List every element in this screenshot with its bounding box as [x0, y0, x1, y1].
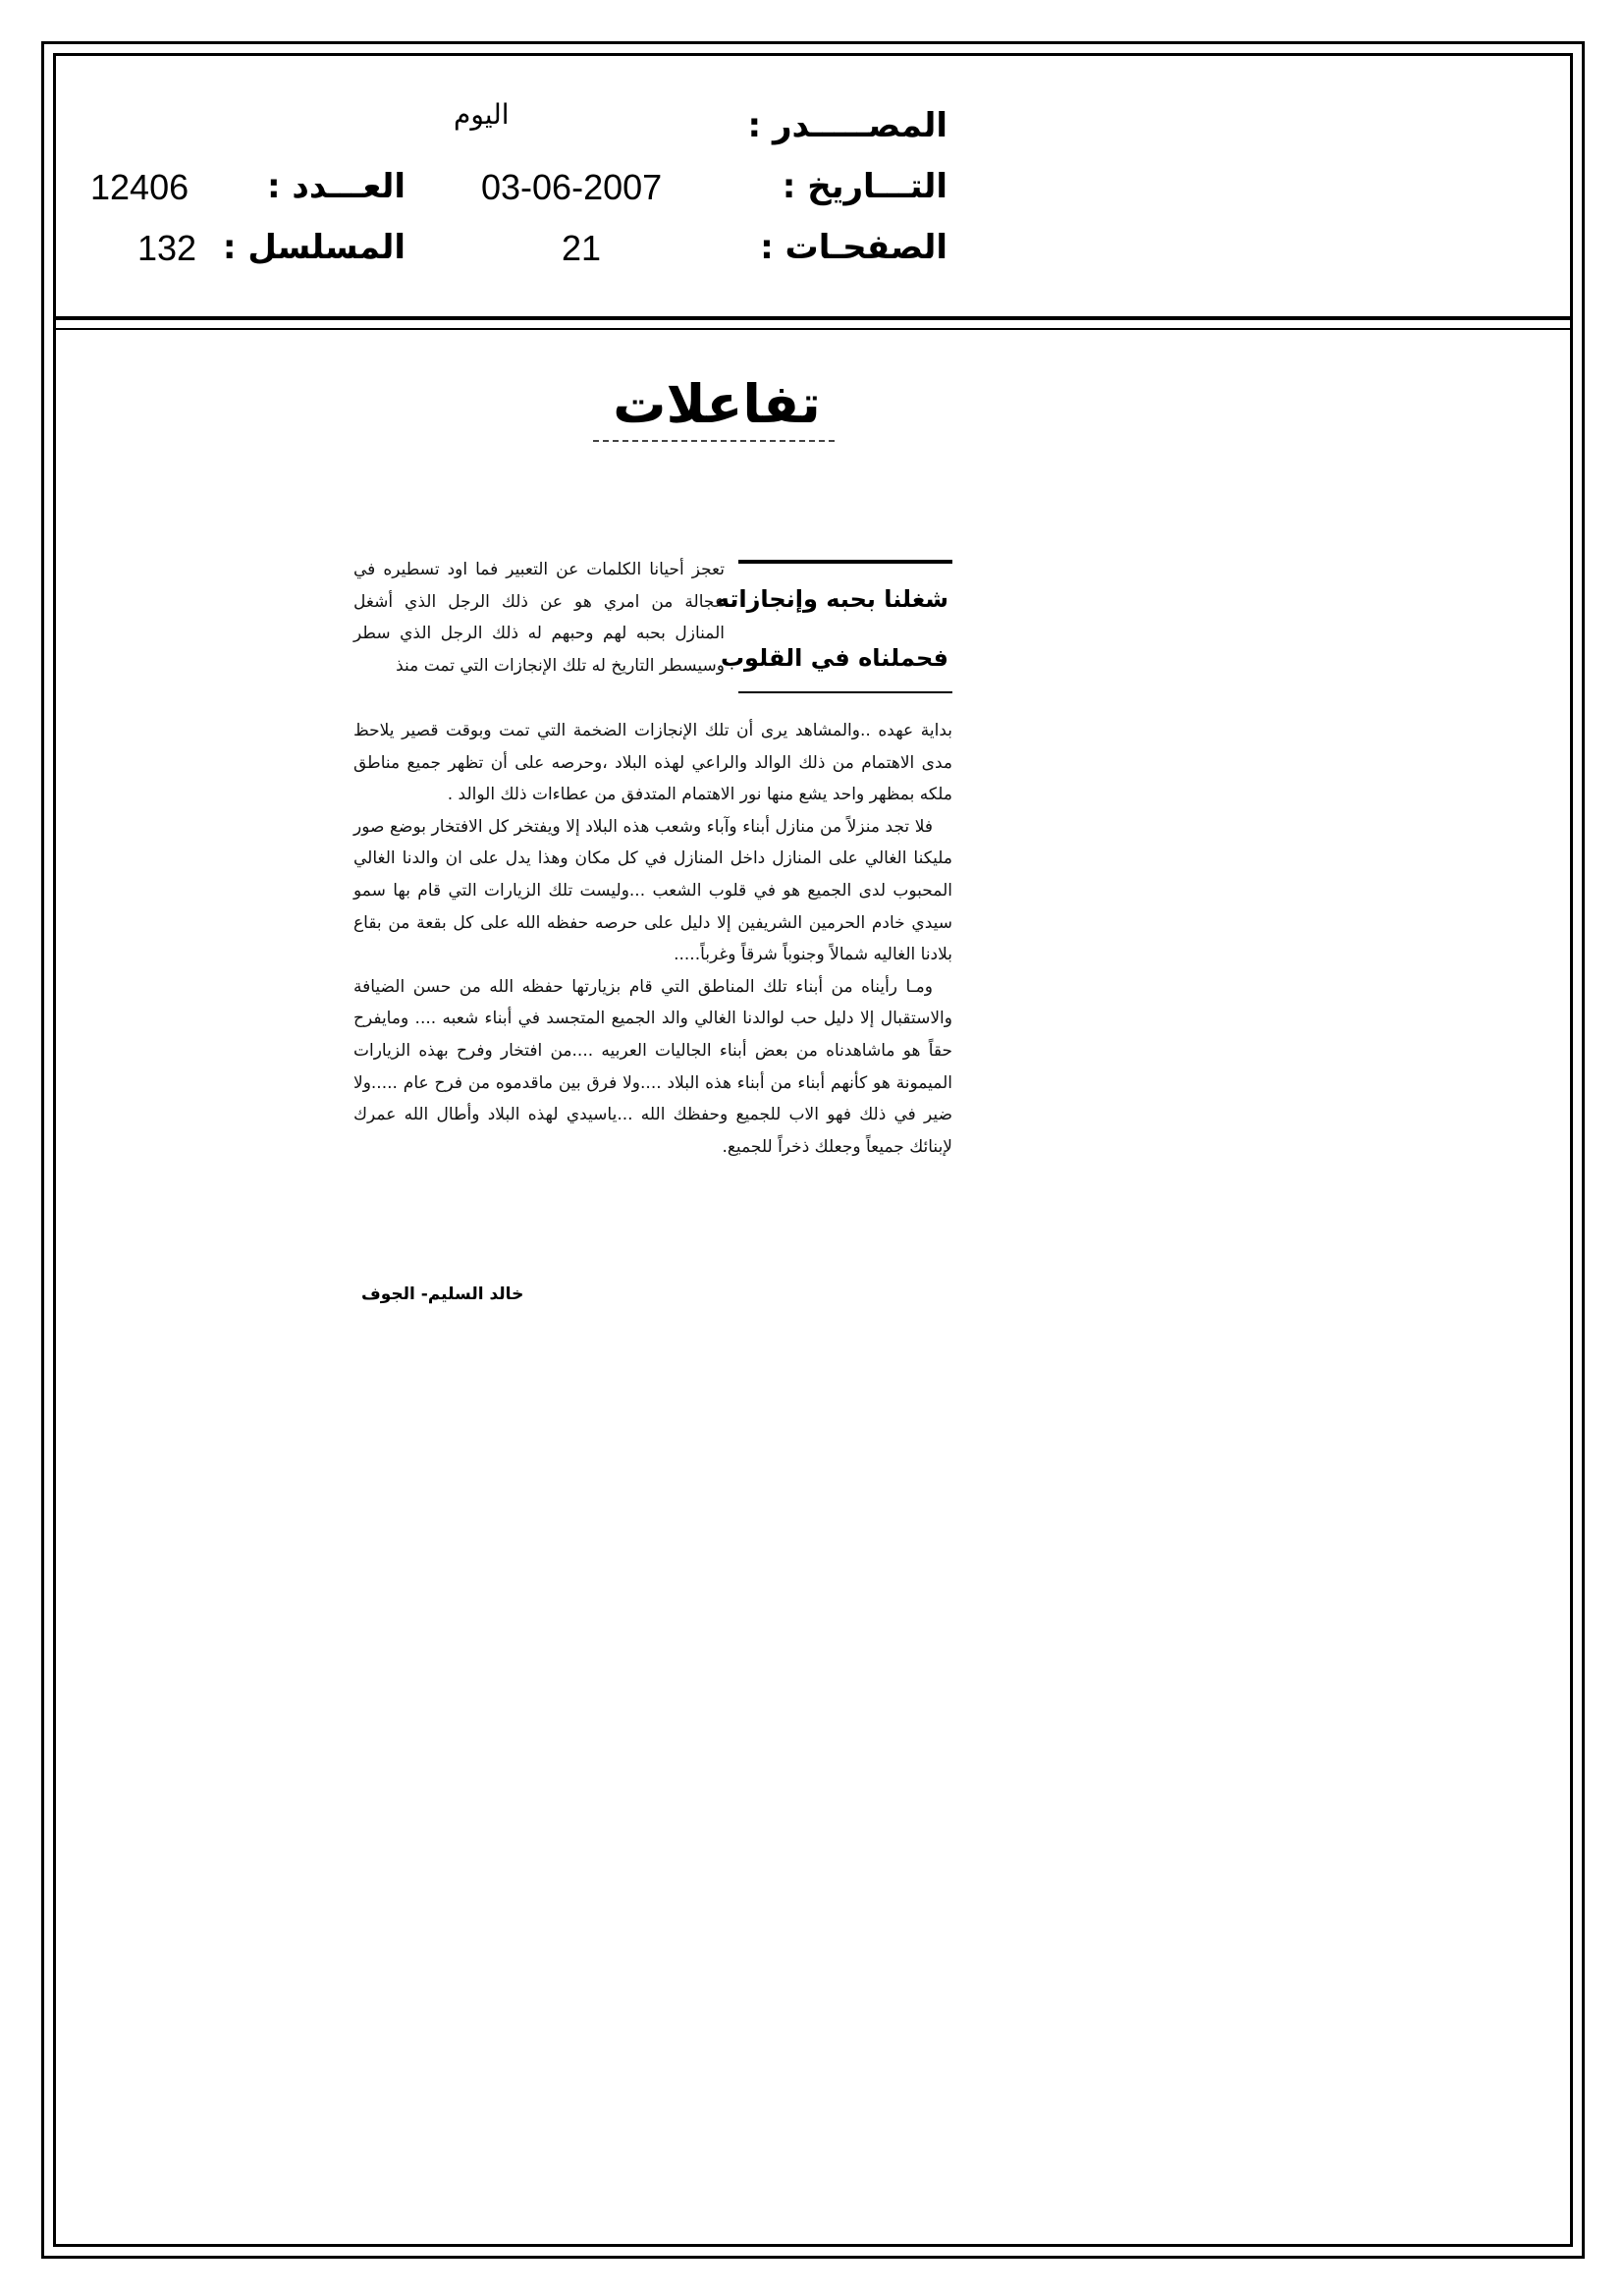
headline-line-1: شغلنا بحبه وإنجازاته	[715, 585, 948, 613]
issue-label: العـــدد :	[267, 167, 406, 206]
date-value: 03-06-2007	[481, 167, 663, 207]
article-body	[353, 715, 952, 1163]
section-title: تفاعلات	[613, 373, 821, 435]
section-title-underline	[593, 440, 835, 442]
article-intro: تعجز أحيانا الكلمات عن التعبير فما اود تسطيره في عجالة من امري هو عن ذلك الرجل الذي أشغل المنازل بحبه لهم وحبهم له ذلك الرجل الذي سطر وسيسطر التاريخ له تلك الإنجازات التي تمت منذ	[353, 560, 725, 676]
header-divider	[53, 316, 1573, 320]
pages-label: الصفحـات :	[760, 228, 947, 267]
pages-value: 21	[562, 228, 602, 268]
source-value: اليوم	[454, 98, 510, 131]
article-paragraph-1: بداية عهده ..والمشاهد يرى أن تلك الإنجازات الضخمة التي تمت وبوقت قصير يلاحظ مدى الاهتمام من ذلك الوالد والراعي لهذه البلاد ،وحرصه على أن تظهر جميع مناطق ملكه بمظهر واحد يشع منها نور الاهتمام المتدفق من عطاءات ذلك الوالد .	[353, 721, 952, 805]
article-paragraph-3: ومـا رأيناه من أبناء تلك المناطق التي قام بزيارتها حفظه الله من حسن الضيافة والاستقبال إلا دليل حب لوالدنا الغالي والد الجميع المتجسد في أبناء شعبه .... ومايفرح حقاً هو ماشاهدناه من بعض أبناء الجاليات العربيه ....من افتخار وفرح بهذه الزيارات الميمونة هو كأنهم أبناء من أبناء هذه البلاد ....ولا فرق بين ماقدموه من فرح عام .....ولا ضير في ذلك فهو الاب للجميع وحفظك الله ...ياسيدي لهذه البلاد وأطال الله عمرك لإبنائك جميعاً وجعلك ذخراً للجميع.	[353, 976, 952, 1157]
headline-box	[715, 560, 952, 693]
serial-label: المسلسل :	[222, 228, 406, 267]
article-signature: خالد السليم- الجوف	[361, 1285, 524, 1304]
article-clipping	[353, 550, 952, 1321]
header-divider-thin	[53, 328, 1573, 330]
issue-value: 12406	[90, 167, 189, 207]
date-label: التـــاريخ :	[782, 167, 947, 206]
headline-line-2: فحملناه في القلوب	[720, 644, 948, 672]
article-paragraph-2: فلا تجد منزلاً من منازل أبناء وآباء وشعب هذه البلاد إلا ويفتخر كل الافتخار بوضع صور مليكنا الغالي على المنازل داخل المنازل في كل مكان وهذا يدل على ان والدنا الغالي المحبوب لدى الجميع هو في قلوب الشعب ...وليست تلك الزيارات التي قام بها سمو سيدي خادم الحرمين الشريفين إلا دليل على حرصه حفظه الله على كل بقعة من بقاع بلادنا الغاليه شمالاً وجنوباً شرقاً وغرباً.....	[353, 816, 952, 965]
source-label: المصـــــدر :	[747, 106, 947, 145]
serial-value: 132	[137, 228, 197, 268]
